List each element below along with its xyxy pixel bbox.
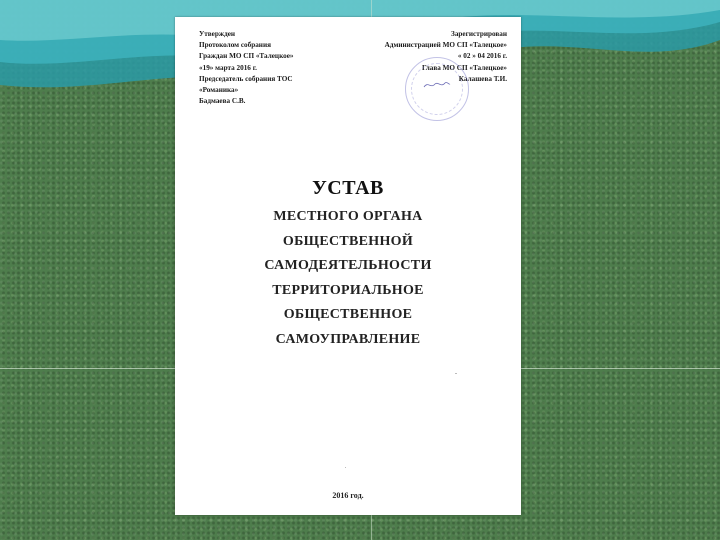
subtitle-line: САМОДЕЯТЕЛЬНОСТИ [264, 258, 432, 273]
approval-line: Утвержден [199, 30, 236, 38]
subtitle-line: ОБЩЕСТВЕННОЕ [283, 307, 413, 322]
document-title: УСТАВ [312, 177, 384, 199]
approval-line: «Романика» [199, 86, 239, 95]
approval-line: Граждан МО СП «Талецкое» [199, 52, 294, 61]
approval-line: Председатель собрания ТОС [199, 74, 293, 83]
approval-line: Бадмаева С.В. [199, 97, 246, 106]
scan-speck [455, 373, 457, 374]
subtitle-line: САМОУПРАВЛЕНИЕ [275, 331, 421, 347]
document-year: 2016 год. [332, 491, 364, 500]
registration-line: Глава МО СП «Талецкое» [421, 63, 507, 72]
registration-line: Администрацией МО СП «Талецкое» [384, 41, 507, 50]
approval-block [199, 29, 339, 107]
registration-line: Калашева Т.И. [458, 74, 507, 83]
subtitle-line: МЕСТНОГО ОРГАНА [273, 209, 423, 224]
document-subtitle [175, 205, 521, 352]
signature-mark [423, 80, 451, 90]
approval-line: «19» марта 2016 г. [199, 63, 257, 72]
document-page [175, 17, 521, 515]
registration-line: « 02 » 04 2016 г. [457, 52, 507, 61]
approval-line: Протоколом собрания [199, 41, 271, 50]
scan-speck [345, 467, 346, 468]
subtitle-line: ОБЩЕСТВЕННОЙ [282, 233, 414, 249]
registration-line: Зарегистрирован [451, 30, 507, 38]
subtitle-line: ТЕРРИТОРИАЛЬНОЕ [272, 282, 424, 298]
